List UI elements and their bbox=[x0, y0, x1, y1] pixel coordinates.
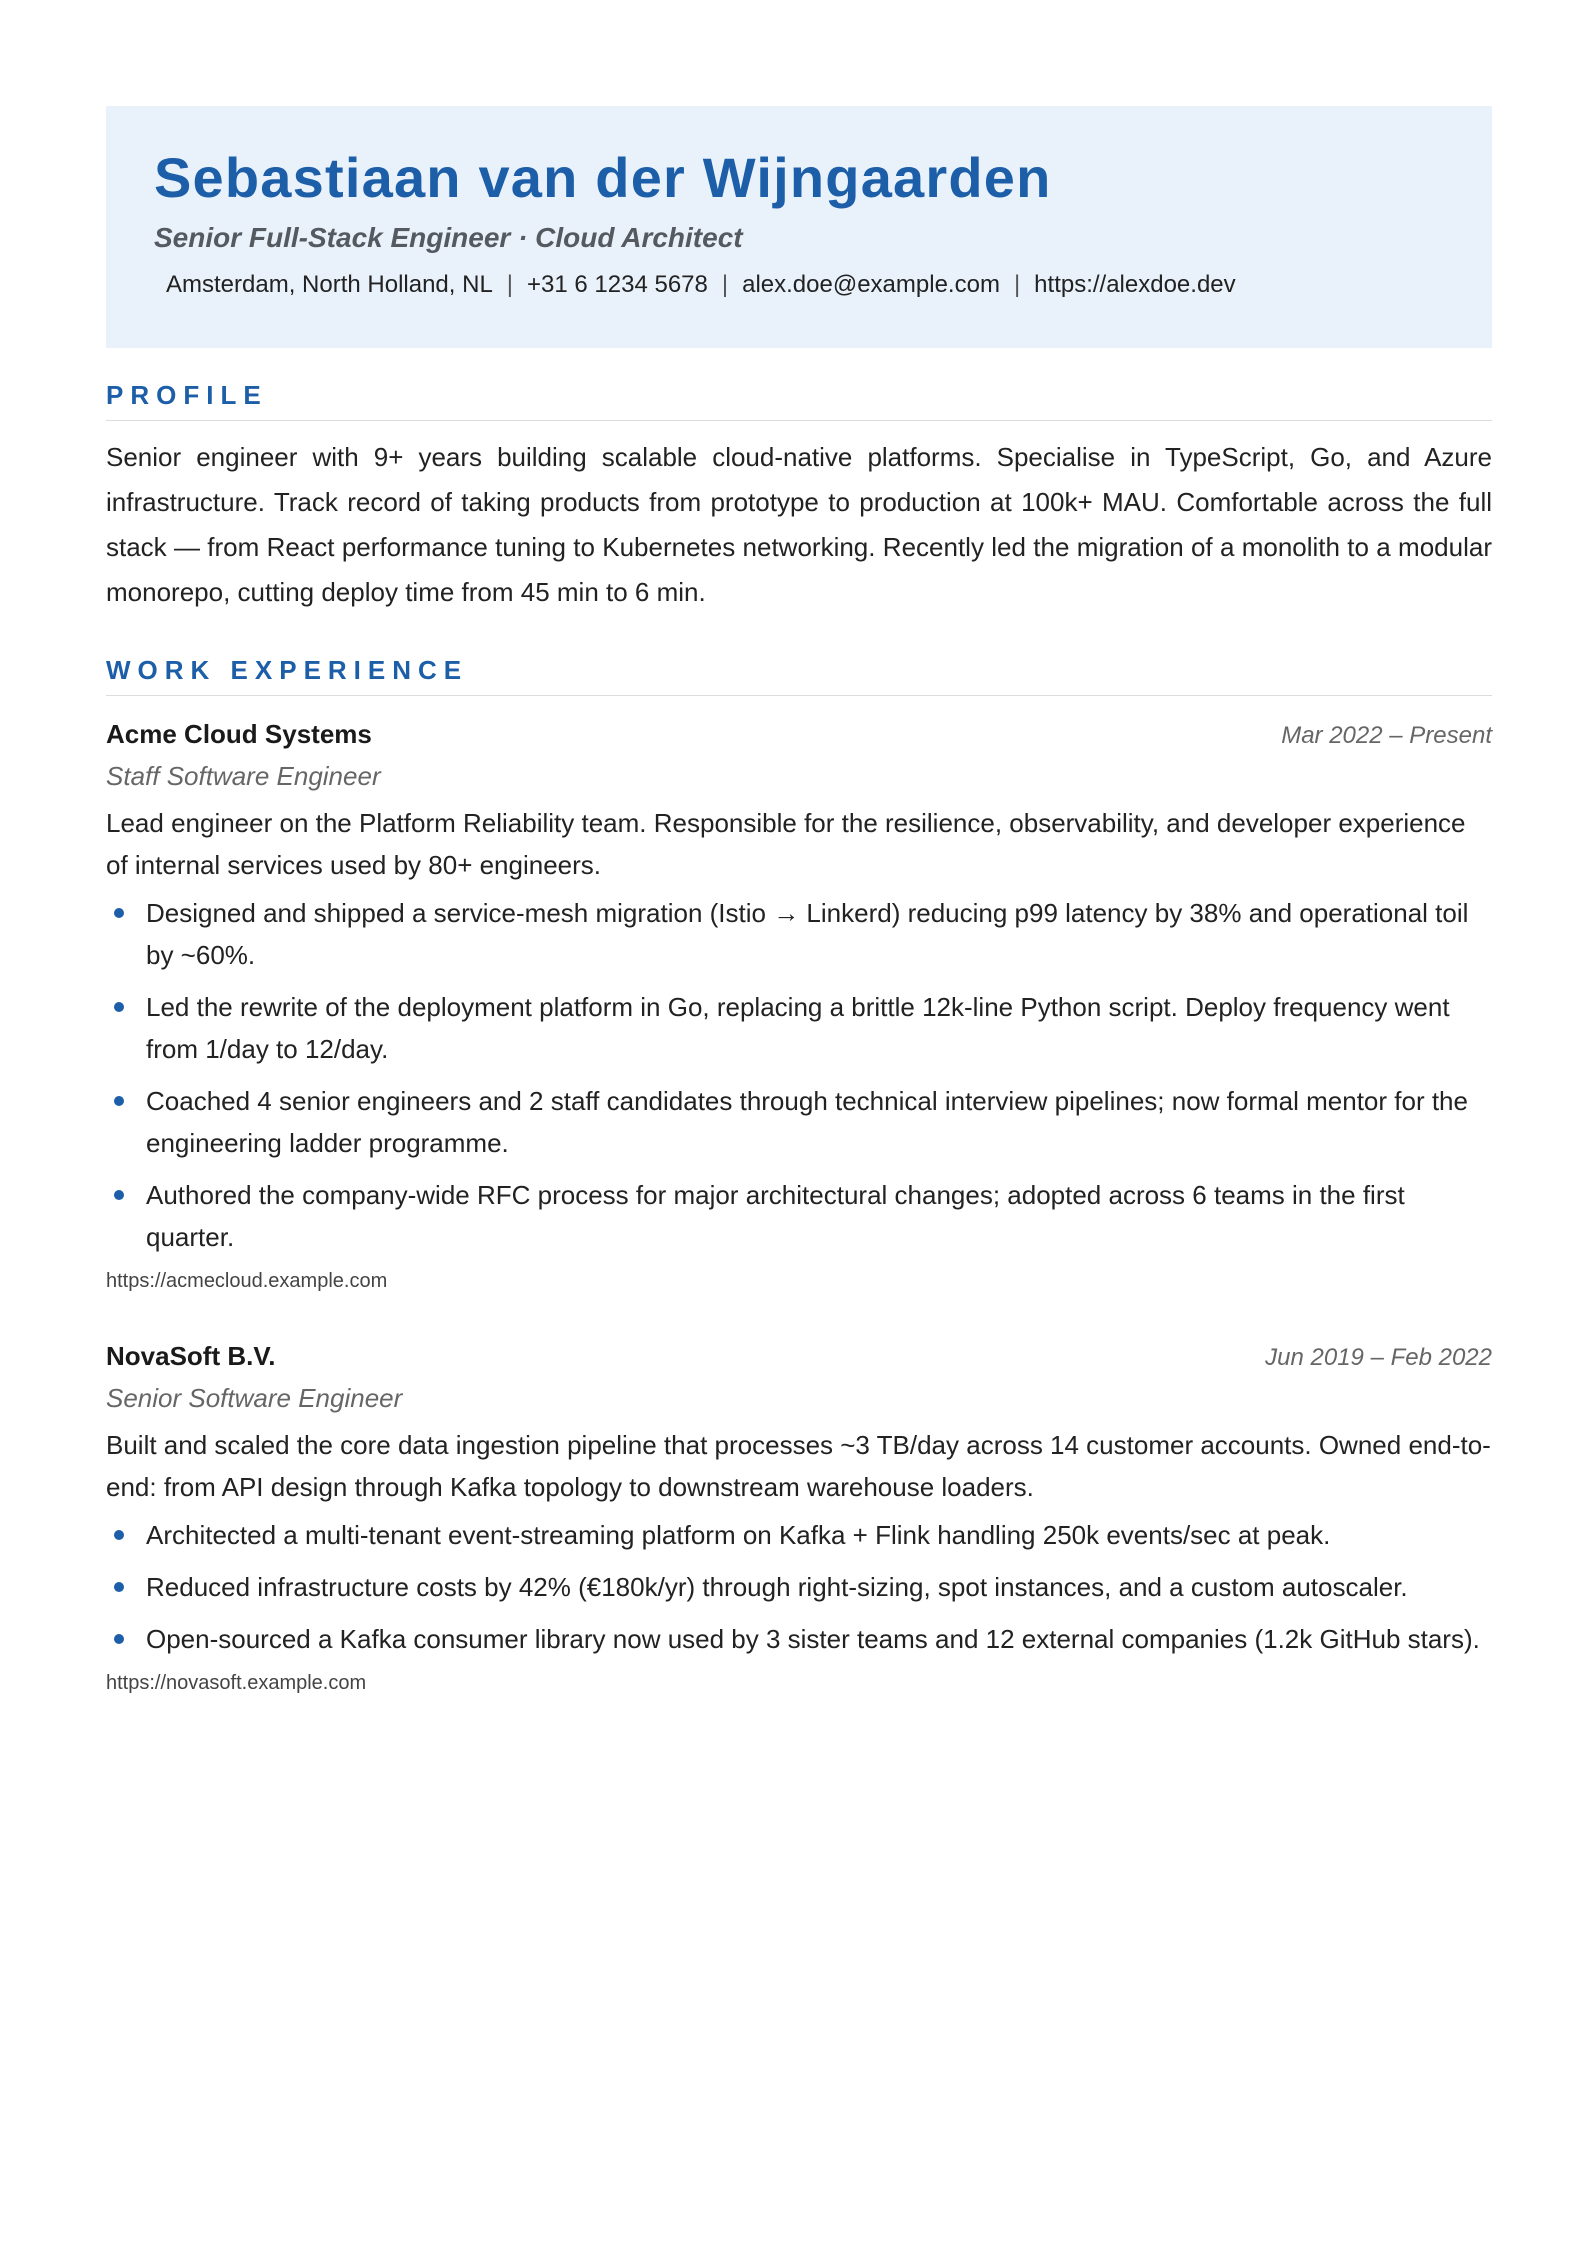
job-bullet-text: Reduced infrastructure costs by 42% (€180k/yr) through right-sizing, spot instances, and a custom autoscaler. bbox=[146, 1572, 1408, 1602]
profile-section bbox=[106, 378, 1492, 615]
job-entry bbox=[106, 714, 1492, 1296]
job-url[interactable]: https://acmecloud.example.com bbox=[106, 1270, 388, 1292]
job-entry bbox=[106, 1336, 1492, 1698]
job-bullet-text: Architected a multi-tenant event-streaming platform on Kafka + Flink handling 250k events/sec at peak. bbox=[146, 1520, 1331, 1550]
job-bullet-text: Authored the company-wide RFC process for major architectural changes; adopted across 6 teams in the first quarter. bbox=[146, 1180, 1405, 1252]
contact-email[interactable]: alex.doe@example.com bbox=[742, 271, 1000, 298]
contact-phone[interactable]: +31 6 1234 5678 bbox=[527, 271, 708, 298]
job-bullet-text: Open-sourced a Kafka consumer library now used by 3 sister teams and 12 external companies (1.2k GitHub stars). bbox=[146, 1624, 1480, 1654]
contact-line bbox=[154, 268, 1444, 302]
contact-website[interactable]: https://alexdoe.dev bbox=[1034, 271, 1236, 298]
job-header bbox=[106, 714, 1492, 756]
job-bullet bbox=[106, 1566, 1492, 1608]
job-role: Senior Software Engineer bbox=[106, 1383, 403, 1413]
job-company: NovaSoft B.V. bbox=[106, 1341, 276, 1371]
job-url[interactable]: https://novasoft.example.com bbox=[106, 1672, 367, 1694]
bullet-dot-icon bbox=[114, 1190, 124, 1200]
job-bullet-text: Coached 4 senior engineers and 2 staff candidates through technical interview pipelines; now formal mentor for the engineering ladder programme. bbox=[146, 1086, 1468, 1158]
contact-location: Amsterdam, North Holland, NL bbox=[166, 271, 493, 298]
candidate-name: Sebastiaan van der Wijngaarden bbox=[154, 146, 1052, 209]
job-bullet-list bbox=[106, 1514, 1492, 1660]
job-bullet-text: Led the rewrite of the deployment platform in Go, replacing a brittle 12k-line Python script. Deploy frequency went from 1/day to 12/day. bbox=[146, 992, 1450, 1064]
contact-separator: | bbox=[506, 271, 514, 298]
job-bullet bbox=[106, 1514, 1492, 1556]
bullet-dot-icon bbox=[114, 1096, 124, 1106]
job-bullet bbox=[106, 986, 1492, 1070]
job-role: Staff Software Engineer bbox=[106, 761, 381, 791]
job-summary: Lead engineer on the Platform Reliability team. Responsible for the resilience, observability, and developer experience of internal services used by 80+ engineers. bbox=[106, 808, 1466, 880]
job-bullet bbox=[106, 892, 1492, 976]
job-dates: Mar 2022 – Present bbox=[1281, 722, 1492, 749]
job-bullet bbox=[106, 1618, 1492, 1660]
bullet-dot-icon bbox=[114, 908, 124, 918]
job-bullet-list bbox=[106, 892, 1492, 1258]
section-title-experience: WORK EXPERIENCE bbox=[106, 653, 1492, 696]
resume-page bbox=[106, 106, 1492, 1698]
profile-text: Senior engineer with 9+ years building scalable cloud-native platforms. Specialise in TypeScript, Go, and Azure infrastructure. Track record of taking products from prototype to production at 100k+ MAU. Comfortable across the full stack — from React performance tuning to Kubernetes networking. Recently led the migration of a monolith to a modular monorepo, cutting deploy time from 45 min to 6 min. bbox=[106, 442, 1492, 607]
job-summary: Built and scaled the core data ingestion pipeline that processes ~3 TB/day across 14 customer accounts. Owned end-to-end: from API design through Kafka topology to downstream warehouse loaders. bbox=[106, 1430, 1491, 1502]
bullet-dot-icon bbox=[114, 1582, 124, 1592]
contact-separator: | bbox=[1013, 271, 1021, 298]
section-title-profile: PROFILE bbox=[106, 378, 1492, 421]
bullet-dot-icon bbox=[114, 1634, 124, 1644]
job-header bbox=[106, 1336, 1492, 1378]
candidate-headline: Senior Full-Stack Engineer · Cloud Architect bbox=[154, 222, 743, 253]
job-bullet bbox=[106, 1174, 1492, 1258]
bullet-dot-icon bbox=[114, 1530, 124, 1540]
bullet-dot-icon bbox=[114, 1002, 124, 1012]
job-company: Acme Cloud Systems bbox=[106, 719, 372, 749]
experience-section bbox=[106, 653, 1492, 1698]
resume-header bbox=[106, 106, 1492, 348]
job-dates: Jun 2019 – Feb 2022 bbox=[1265, 1344, 1492, 1371]
job-bullet-text: Designed and shipped a service-mesh migration (Istio → Linkerd) reducing p99 latency by 38% and operational toil by ~60%. bbox=[146, 898, 1469, 970]
contact-separator: | bbox=[721, 271, 729, 298]
job-bullet bbox=[106, 1080, 1492, 1164]
